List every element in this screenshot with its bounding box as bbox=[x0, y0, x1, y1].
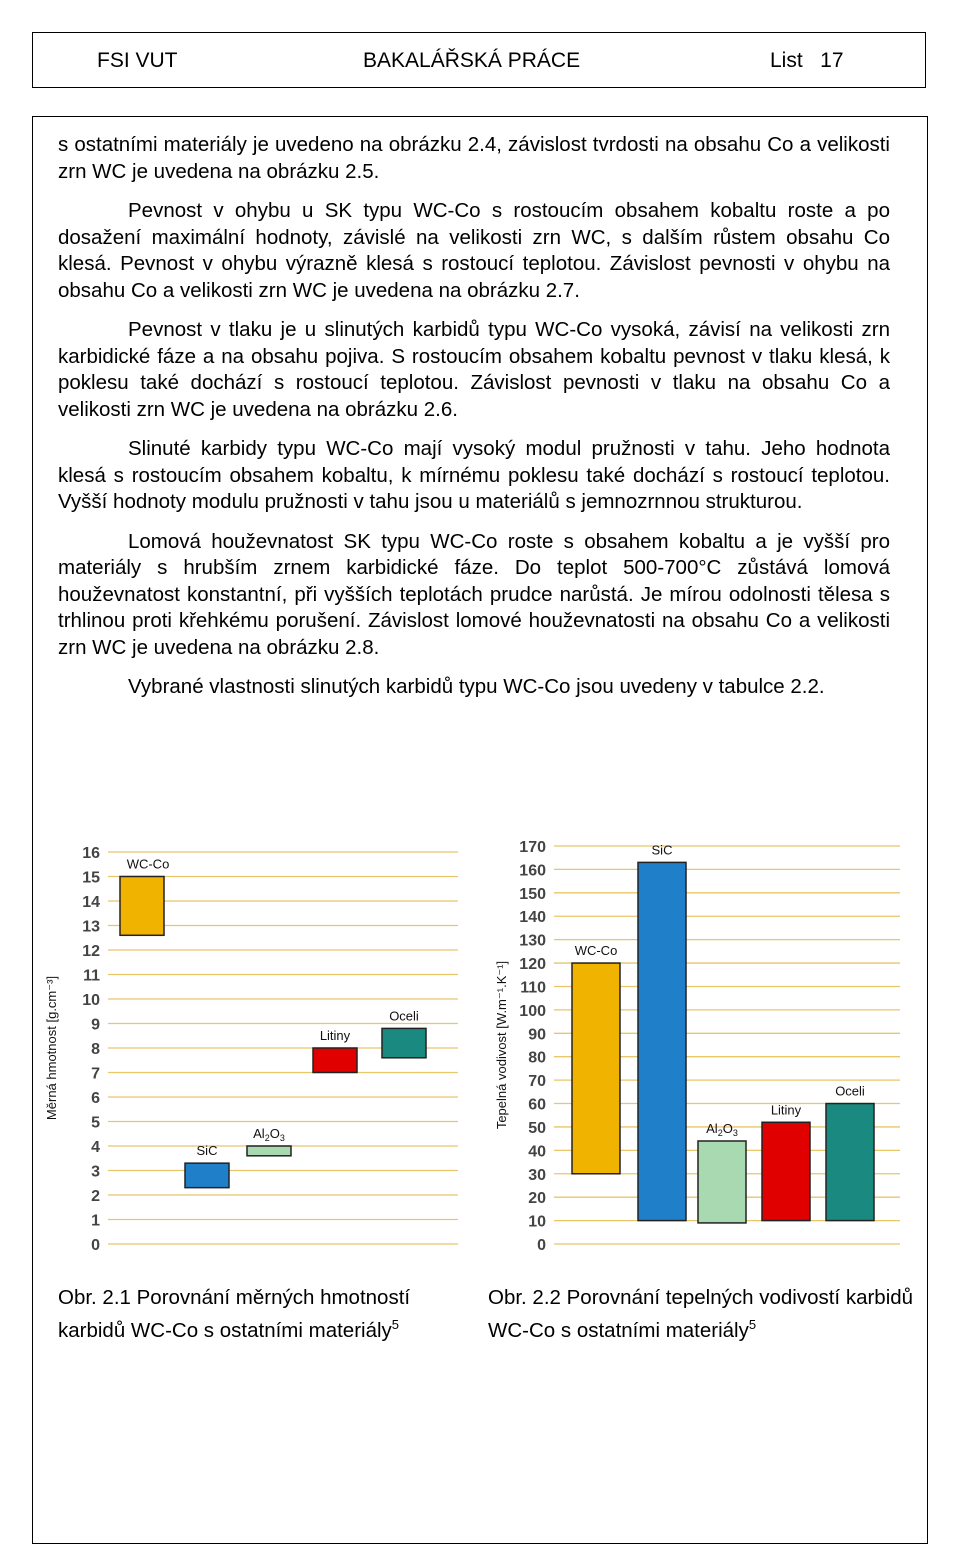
y-tick-label: 7 bbox=[91, 1065, 100, 1083]
y-tick-label: 14 bbox=[82, 894, 100, 911]
bar bbox=[762, 1122, 810, 1220]
series-label: SiC bbox=[651, 842, 673, 858]
series-label: Litiny bbox=[770, 1102, 802, 1118]
y-tick-label: 80 bbox=[528, 1049, 546, 1067]
y-tick-label: 10 bbox=[82, 992, 100, 1009]
bar bbox=[698, 1141, 746, 1223]
y-tick-label: 20 bbox=[528, 1190, 546, 1208]
paragraph: Vybrané vlastnosti slinutých karbidů typu WC-Co jsou uvedeny v tabulce 2.2. bbox=[128, 675, 825, 698]
thermal-conductivity-chart-svg bbox=[492, 826, 902, 1258]
y-tick-label: 170 bbox=[519, 839, 546, 856]
y-tick-label: 0 bbox=[91, 1237, 100, 1254]
thermal-conductivity-chart bbox=[492, 826, 902, 1258]
series-label: $Al_2O_3$ bbox=[253, 1126, 285, 1143]
y-tick-label: 2 bbox=[91, 1188, 100, 1205]
y-tick-label: 6 bbox=[91, 1090, 100, 1107]
series-label: Litiny bbox=[319, 1028, 351, 1043]
y-tick-label: 90 bbox=[528, 1026, 546, 1044]
y-tick-label: 110 bbox=[520, 979, 546, 997]
y-tick-label: 3 bbox=[91, 1163, 100, 1181]
bar bbox=[826, 1104, 874, 1221]
paragraph: Pevnost v tlaku je u slinutých karbidů typu WC-Co vysoká, závisí na velikosti zrn karbidické fáze a na obsahu pojiva. S rostoucím obsahem kobaltu pevnost v tlaku klesá, k poklesu také dochází s rostoucí teplotou. Závislost pevnosti v tlaku na obsahu Co a velikosti zrn WC je uvedena na obrázku 2.6. bbox=[58, 318, 890, 421]
density-chart bbox=[40, 826, 458, 1258]
paragraph: s ostatními materiály je uvedeno na obrázku 2.4, závislost tvrdosti na obsahu Co a velikosti zrn WC je uvedena na obrázku 2.5. bbox=[58, 133, 890, 183]
y-tick-label: 130 bbox=[519, 932, 546, 950]
caption-text: Obr. 2.1 Porovnání měrných hmotností karbidů WC-Co s ostatními materiály bbox=[58, 1286, 411, 1342]
y-tick-label: 1 bbox=[91, 1212, 100, 1230]
body-text bbox=[58, 132, 890, 714]
paragraph: Slinuté karbidy typu WC-Co mají vysoký modul pružnosti v tahu. Jeho hodnota klesá s rostoucím obsahem kobaltu, k mírnému poklesu také dochází s rostoucí teplotou. Vyšší hodnoty modulu pružnosti v tahu jsou u materiálů s jemnozrnnou strukturou. bbox=[58, 437, 890, 513]
series-label: Oceli bbox=[835, 1083, 865, 1099]
y-tick-label: 50 bbox=[528, 1119, 546, 1137]
caption-reference: 5 bbox=[748, 1317, 757, 1332]
bar bbox=[247, 1146, 291, 1156]
y-tick-label: 120 bbox=[519, 956, 546, 974]
series-label: WC-Co bbox=[574, 943, 618, 959]
caption-reference: 5 bbox=[391, 1317, 400, 1332]
y-tick-label: 9 bbox=[91, 1016, 100, 1034]
bar bbox=[313, 1048, 357, 1073]
series-label: WC-Co bbox=[126, 856, 170, 872]
figure-caption-2 bbox=[488, 1284, 918, 1344]
page-header bbox=[32, 32, 926, 88]
density-chart-svg bbox=[40, 826, 458, 1258]
y-tick-label: 160 bbox=[519, 862, 546, 880]
caption-text: Obr. 2.2 Porovnání tepelných vodivostí karbidů WC-Co s ostatními materiály bbox=[488, 1286, 914, 1342]
header-page-number: List 17 bbox=[770, 49, 844, 72]
y-tick-label: 4 bbox=[91, 1139, 100, 1156]
y-tick-label: 12 bbox=[82, 943, 100, 960]
y-tick-label: 40 bbox=[528, 1143, 546, 1161]
y-tick-label: 70 bbox=[528, 1073, 546, 1091]
figure-caption-1 bbox=[58, 1284, 478, 1344]
bar bbox=[382, 1028, 426, 1057]
series-label: $Al_2O_3$ bbox=[706, 1120, 738, 1138]
y-tick-label: 140 bbox=[519, 909, 546, 927]
y-tick-label: 16 bbox=[82, 845, 100, 862]
y-axis-label: Tepelná vodivost [W.m⁻¹.K⁻¹] bbox=[494, 960, 509, 1130]
series-label: Oceli bbox=[389, 1008, 419, 1024]
y-tick-label: 30 bbox=[528, 1166, 546, 1184]
paragraph: Pevnost v ohybu u SK typu WC-Co s rostoucím obsahem kobaltu roste a po dosažení maximální hodnoty, závislé na velikosti zrn WC, s dalším růstem obsahu Co klesá. Pevnost v ohybu výrazně klesá s rostoucí teplotou. Závislost pevnosti v ohybu na obsahu Co a velikosti zrn WC je uvedena na obrázku 2.7. bbox=[58, 199, 890, 302]
bar bbox=[185, 1163, 229, 1188]
y-tick-label: 5 bbox=[91, 1114, 100, 1132]
y-tick-label: 13 bbox=[82, 918, 100, 936]
y-tick-label: 100 bbox=[519, 1002, 546, 1020]
header-title: BAKALÁŘSKÁ PRÁCE bbox=[363, 49, 581, 72]
y-tick-label: 8 bbox=[91, 1041, 100, 1058]
y-tick-label: 60 bbox=[528, 1096, 546, 1114]
header-school: FSI VUT bbox=[97, 49, 178, 72]
bar bbox=[638, 862, 686, 1220]
y-tick-label: 10 bbox=[528, 1213, 546, 1231]
paragraph: Lomová houževnatost SK typu WC-Co roste s obsahem kobaltu a je vyšší pro materiály s hrubším zrnem karbidické fáze. Do teplot 500-700°C zůstává lomová houževnatost konstantní, při vyšších teplotách prudce narůstá. Je mírou odolnosti tělesa s trhlinou proti křehkému porušení. Závislost lomové houževnatosti na obsahu Co a velikosti zrn WC je uvedena na obrázku 2.8. bbox=[58, 529, 890, 659]
series-label: SiC bbox=[196, 1143, 218, 1159]
y-tick-label: 15 bbox=[82, 869, 100, 887]
bar bbox=[572, 963, 620, 1174]
y-tick-label: 0 bbox=[537, 1237, 546, 1254]
y-axis-label: Měrná hmotnost [g.cm⁻³] bbox=[44, 975, 59, 1121]
y-tick-label: 11 bbox=[83, 967, 100, 985]
bar bbox=[120, 877, 164, 936]
y-tick-label: 150 bbox=[519, 885, 546, 903]
